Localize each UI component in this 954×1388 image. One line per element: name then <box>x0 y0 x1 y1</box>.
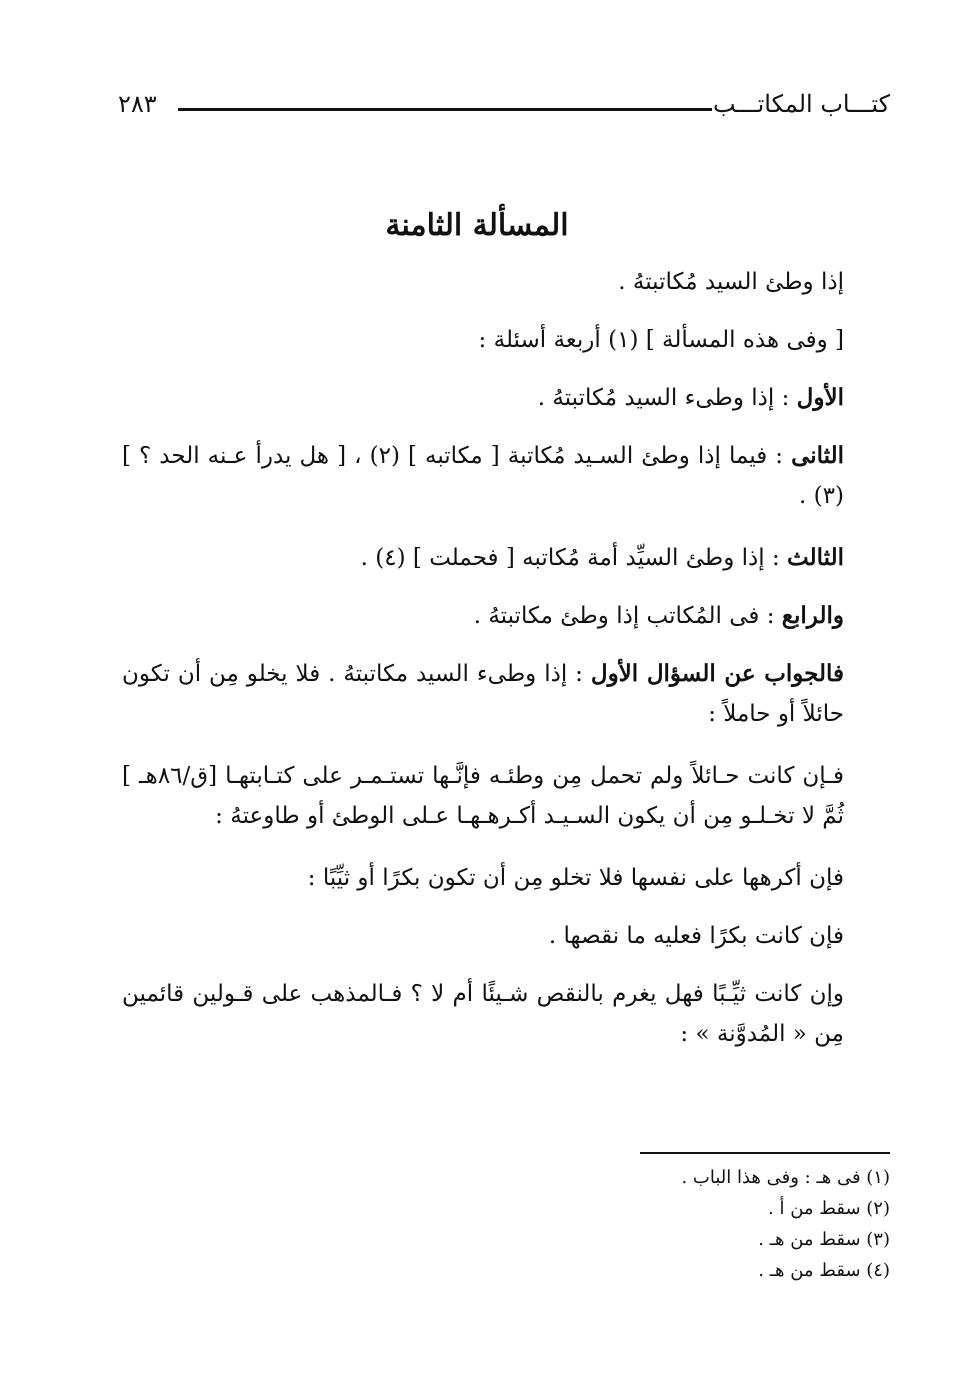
paragraph-5 <box>122 538 844 578</box>
paragraph-8 <box>122 756 844 836</box>
paragraph-4-label: الثانى <box>791 442 845 469</box>
paragraph-1-text: إذا وطئ السيد مُكاتبتهُ . <box>618 269 844 295</box>
paragraph-6-text: : فى المُكاتب إذا وطئ مكاتبتهُ . <box>473 603 782 629</box>
footnote-3: (٣) سقط من هـ . <box>758 1229 890 1250</box>
paragraph-5-label: الثالث <box>787 544 844 571</box>
paragraph-4 <box>122 436 844 516</box>
paragraph-7-label: فالجواب عن السؤال الأول <box>590 660 845 687</box>
footnotes <box>500 1162 890 1286</box>
running-header <box>118 90 890 126</box>
footnote-rule <box>640 1152 890 1154</box>
paragraph-9 <box>122 858 844 898</box>
paragraph-8-text: فـإن كانت حـائلاً ولم تحمل مِن وطئـه فإنَّـها تستـمـر على كتـابتهـا [ق/٨٦هـ ] ثُمَّ لا تخـلـو مِن أن يكون السـيـد أكـرهـهـا عـلى الوطئ أو طاوعتهُ : <box>122 763 844 829</box>
paragraph-9-text: فإن أكرهها على نفسها فلا تخلو مِن أن تكون بكرًا أو ثيِّبًا : <box>307 865 844 891</box>
section-title: المسألة الثامنة <box>385 208 569 243</box>
paragraph-3-text: : إذا وطىء السيد مُكاتبتهُ . <box>537 385 797 411</box>
paragraph-6 <box>122 596 844 636</box>
running-header-title: كتـــاب المكاتـــب <box>712 90 890 118</box>
paragraph-6-label: والرابع <box>781 602 844 629</box>
paragraph-7 <box>122 654 844 734</box>
paragraph-1 <box>122 262 844 302</box>
paragraph-2-text: [ وفى هذه المسألة ] (١) أربعة أسئلة : <box>478 327 844 353</box>
footnote-1: (١) فى هـ : وفى هذا الباب . <box>681 1167 890 1188</box>
paragraph-3 <box>122 378 844 418</box>
paragraph-4-text: : فيما إذا وطئ السـيد مُكاتبة [ مكاتبه ] (٢) ، [ هل يدرأ عـنه الحد ؟ ] (٣) . <box>122 443 844 509</box>
paragraph-5-text: : إذا وطئ السيِّد أمة مُكاتبه [ فحملت ] (٤) . <box>360 545 788 571</box>
footnote-4: (٤) سقط من هـ . <box>758 1260 890 1281</box>
paragraph-2 <box>122 320 844 360</box>
paragraph-3-label: الأول <box>796 384 844 411</box>
page-number: ٢٨٣ <box>118 90 157 118</box>
footnote-2: (٢) سقط من أ . <box>768 1198 890 1219</box>
paragraph-11-text: وإن كانت ثيِّـبًا فهل يغرم بالنقص شـيئًا أم لا ؟ فـالمذهب على قـولين قائمين مِن « المُدوَّنة » : <box>122 981 844 1047</box>
paragraph-7-text: : إذا وطىء السيد مكاتبتهُ . فلا يخلو مِن أن تكون حائلاً أو حاملاً : <box>122 661 844 727</box>
paragraph-11 <box>122 974 844 1054</box>
paragraph-10-text: فإن كانت بكرًا فعليه ما نقصها . <box>548 923 844 949</box>
header-rule <box>178 108 712 111</box>
paragraph-10 <box>122 916 844 956</box>
body-text <box>122 262 844 1076</box>
